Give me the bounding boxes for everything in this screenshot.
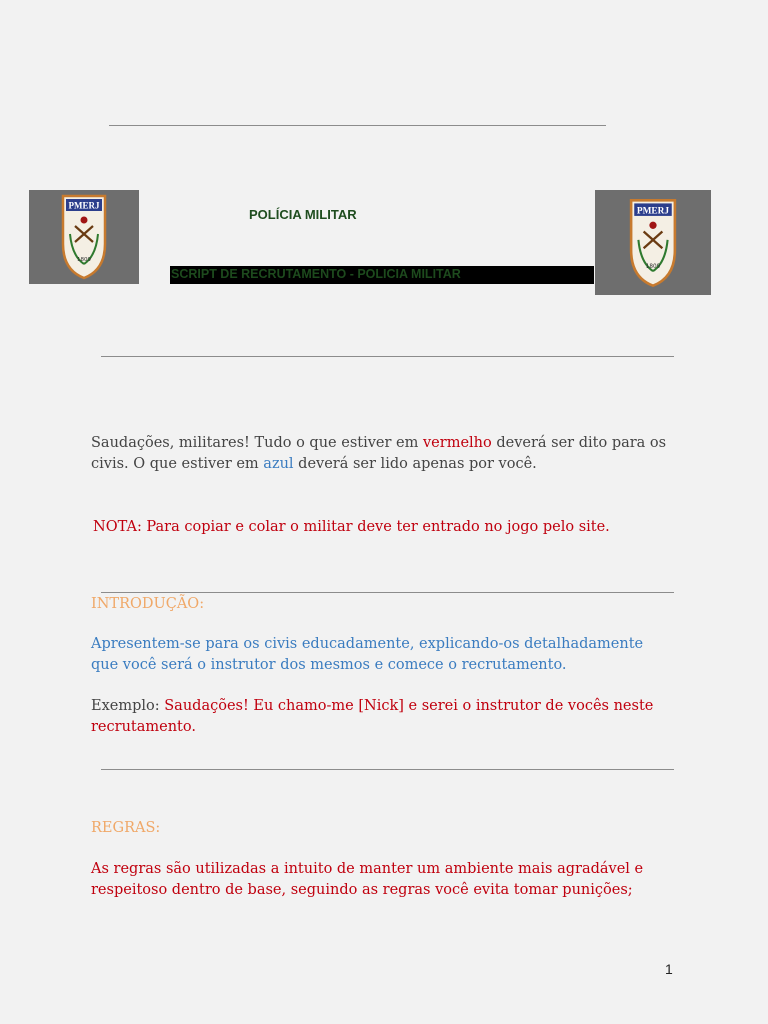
svg-text:PMERJ: PMERJ	[68, 200, 100, 211]
intro-blue-word: azul	[263, 456, 294, 472]
organization-title: POLÍCIA MILITAR	[249, 207, 357, 222]
pmerj-badge-icon	[60, 194, 108, 280]
example-label: Exemplo:	[91, 698, 165, 714]
header-divider	[101, 356, 674, 357]
svg-text:PMERJ: PMERJ	[636, 205, 670, 216]
pmerj-logo-left	[29, 190, 139, 284]
regras-heading: REGRAS:	[91, 820, 161, 836]
introducao-instruction: Apresentem-se para os civis educadamente, explicando-os detalhadamente que você será o instrutor dos mesmos e comece o recrutamento.	[91, 636, 644, 673]
note-paragraph	[93, 517, 693, 538]
note-text: : Para copiar e colar o militar deve ter entrado no jogo pelo site.	[136, 519, 610, 535]
intro-text-3: deverá ser lido apenas por você.	[293, 456, 537, 472]
intro-paragraph	[91, 433, 671, 475]
note-label: NOTA	[93, 519, 137, 535]
svg-text:1809: 1809	[645, 263, 661, 270]
svg-text:1809: 1809	[77, 257, 91, 263]
script-title-bar	[170, 266, 594, 284]
introducao-example	[91, 696, 666, 738]
regras-text: As regras são utilizadas a intuito de manter um ambiente mais agradável e respeitoso dentro de base, seguindo as regras você evita tomar punições;	[91, 861, 644, 898]
example-text: Saudações! Eu chamo-me [Nick] e serei o instrutor de vocês neste recrutamento.	[91, 698, 654, 735]
script-title: SCRIPT DE RECRUTAMENTO - POLICIA MILITAR	[171, 267, 461, 281]
introducao-divider	[101, 592, 674, 593]
pmerj-badge-icon	[628, 197, 678, 289]
top-divider	[109, 125, 606, 126]
intro-text-1: Saudações, militares! Tudo o que estiver em	[91, 435, 423, 451]
intro-red-word: vermelho	[422, 435, 492, 451]
introducao-heading: INTRODUÇÃO:	[91, 596, 205, 612]
pmerj-logo-right	[595, 190, 711, 295]
regras-divider	[101, 769, 674, 770]
page-number: 1	[665, 961, 673, 977]
intro-text-2: deverá ser dito para os civis. O que estiver em	[91, 435, 667, 472]
